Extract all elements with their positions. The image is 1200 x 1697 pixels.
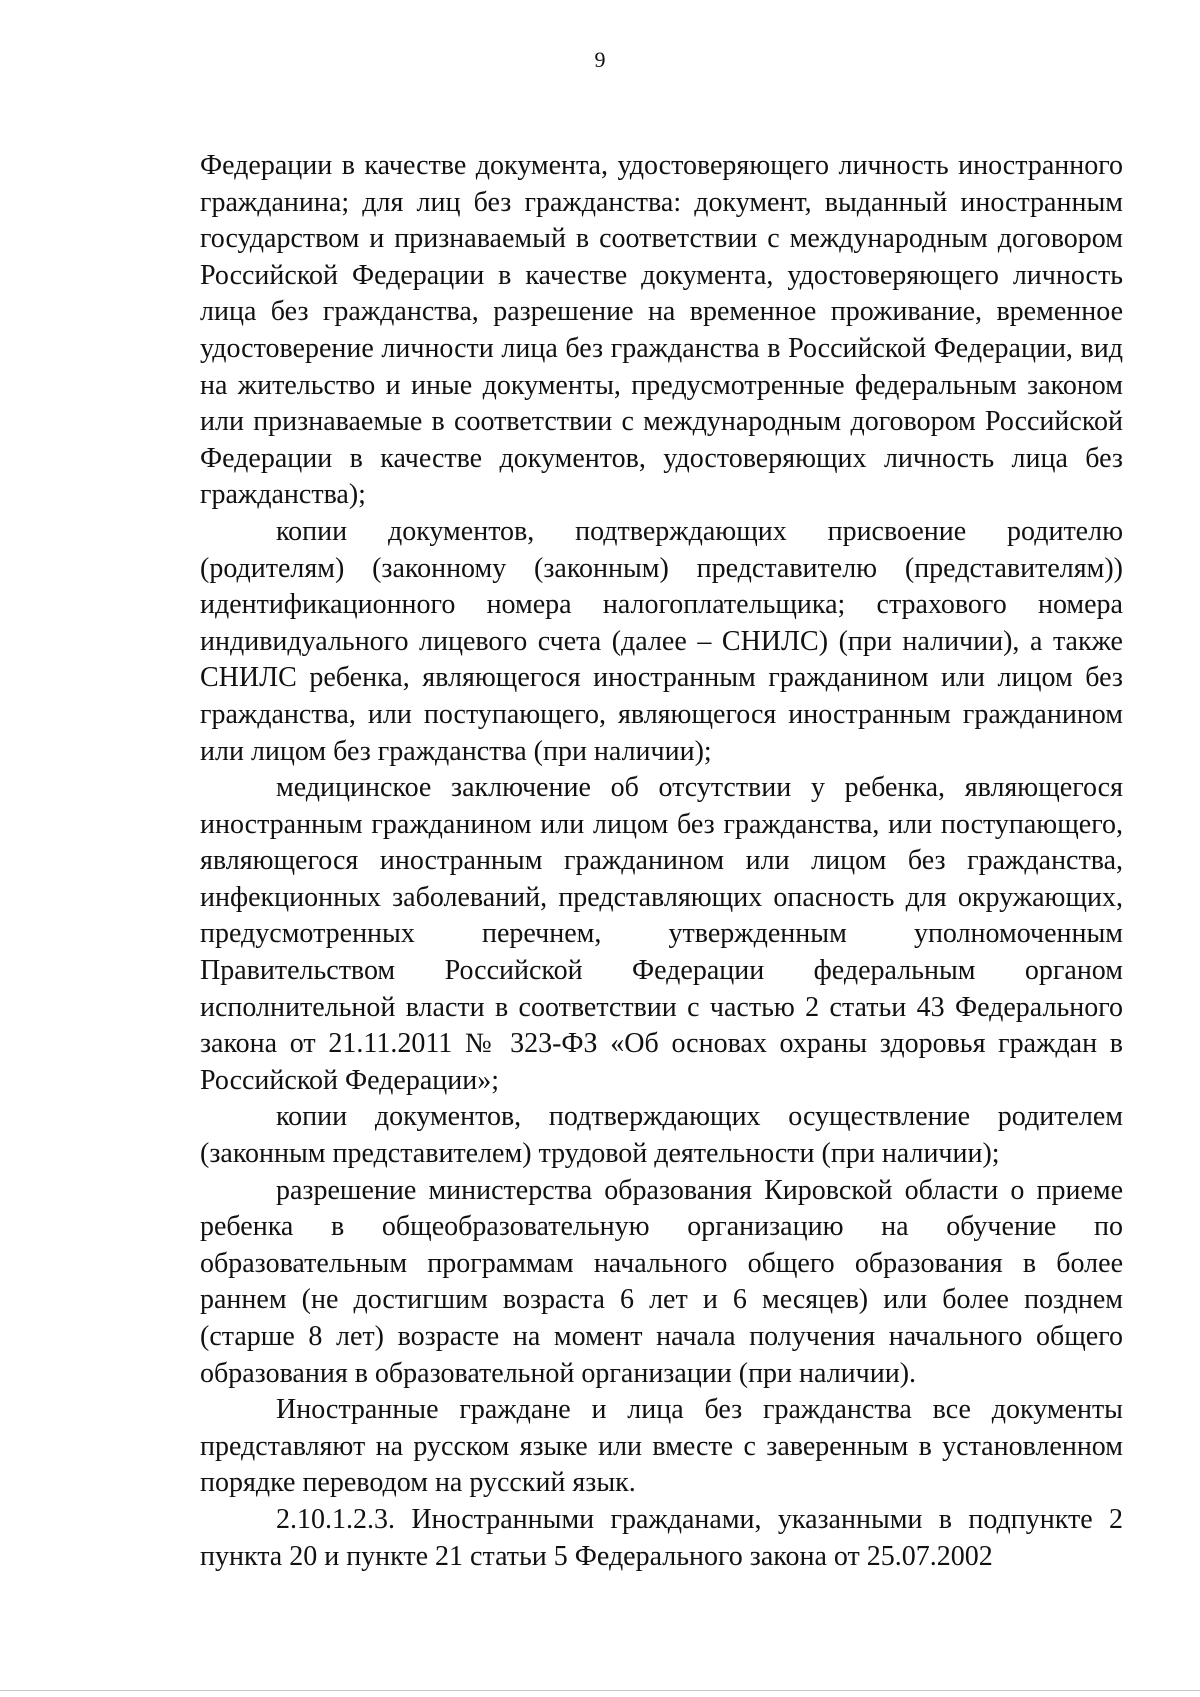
scan-bottom-edge xyxy=(0,1690,1200,1691)
document-body xyxy=(200,148,1123,1575)
paragraph-identity-documents-continued: Федерации в качестве документа, удостоверяющего личность иностранного гражданина; для лиц без гражданства: документ, выданный иностранным государством и признаваемый в соответствии с международным договором Российской Федерации в качестве документа, удостоверяющего личность лица без гражданства, разрешение на временное проживание, временное удостоверение личности лица без гражданства в Российской Федерации, вид на жительство и иные документы, предусмотренные федеральным законом или признаваемые в соответствии с международным договором Российской Федерации в качестве документов, удостоверяющих личность лица без гражданства); xyxy=(200,150,1123,511)
paragraph-russian-language-translation: Иностранные граждане и лица без гражданства все документы представляют на русском языке или вместе с заверенным в установленном порядке переводом на русский язык. xyxy=(200,1394,1123,1499)
page-number: 9 xyxy=(594,47,606,72)
paragraph-ministry-permission: разрешение министерства образования Кировской области о приеме ребенка в общеобразовательную организацию на обучение по образовательным программам начального общего образования в более раннем (не достигшим возраста 6 лет и 6 месяцев) или более позднем (старше 8 лет) возрасте на момент начала получения начального общего образования в образовательной организации (при наличии). xyxy=(200,1174,1123,1389)
paragraph-medical-certificate: медицинское заключение об отсутствии у ребенка, являющегося иностранным гражданином или лицом без гражданства, или поступающего, являющегося иностранным гражданином или лицом без гражданства, инфекционных заболеваний, представляющих опасность для окружающих, предусмотренных перечнем, утвержденным уполномоченным Правительством Российской Федерации федеральным органом исполнительной власти в соответствии с частью 2 статьи 43 Федерального закона от 21.11.2011 № 323-ФЗ «Об основах охраны здоровья граждан в Российской Федерации»; xyxy=(200,772,1123,1096)
paragraph-employment-documents: копии документов, подтверждающих осуществление родителем (законным представителем) трудовой деятельности (при наличии); xyxy=(200,1101,1123,1170)
paragraph-clause-2-10-1-2-3: 2.10.1.2.3. Иностранными гражданами, указанными в подпункте 2 пункта 20 и пункте 21 статьи 5 Федерального закона от 25.07.2002 xyxy=(200,1503,1123,1572)
paragraph-tax-snils-copies: копии документов, подтверждающих присвоение родителю (родителям) (законному (законным) представителю (представителям)) идентификационного номера налогоплательщика; страхового номера индивидуального лицевого счета (далее – СНИЛС) (при наличии), а также СНИЛС ребенка, являющегося иностранным гражданином или лицом без гражданства, или поступающего, являющегося иностранным гражданином или лицом без гражданства (при наличии); xyxy=(200,515,1123,767)
